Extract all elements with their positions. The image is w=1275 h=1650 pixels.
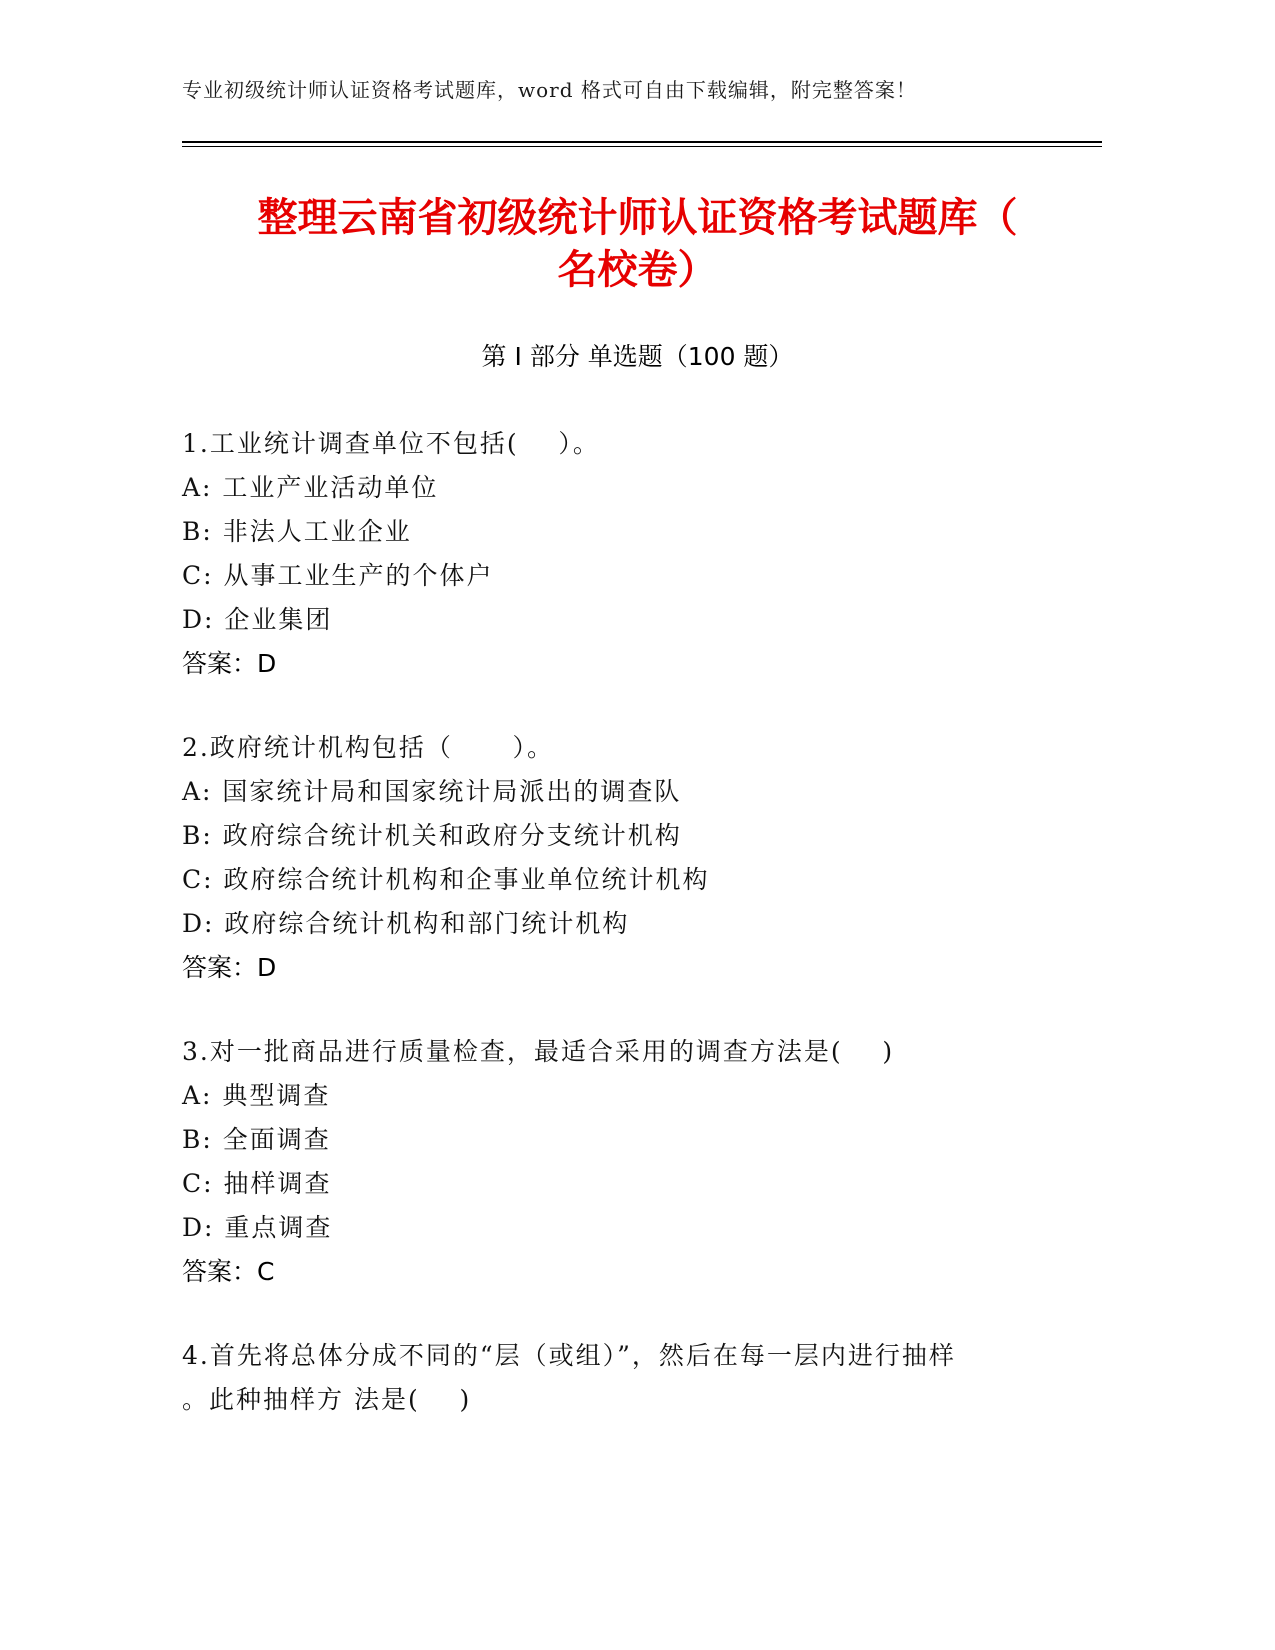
question-stem: 2.政府统计机构包括（ ）。	[182, 733, 555, 762]
option-c: C: 抽样调查	[182, 1169, 332, 1198]
header-rule-thin	[182, 146, 1102, 147]
option-d: D: 政府综合统计机构和部门统计机构	[182, 909, 630, 938]
option-b: B: 政府综合统计机关和政府分支统计机构	[182, 821, 682, 850]
option-a: A: 国家统计局和国家统计局派出的调查队	[182, 777, 682, 806]
option-d: D: 企业集团	[182, 605, 333, 634]
option-d: D: 重点调查	[182, 1213, 333, 1242]
option-b: B: 全面调查	[182, 1125, 331, 1154]
title-line-2: 名校卷）	[557, 247, 718, 293]
question-4	[182, 1334, 1062, 1422]
question-stem: 1.工业统计调查单位不包括( ）。	[182, 429, 600, 458]
option-a: A: 典型调查	[182, 1081, 331, 1110]
question-stem: 3.对一批商品进行质量检查，最适合采用的调查方法是( )	[182, 1037, 895, 1066]
option-c: C: 从事工业生产的个体户	[182, 561, 494, 590]
title-line-1: 整理云南省初级统计师认证资格考试题库（	[257, 195, 1018, 241]
answer: 答案：D	[182, 953, 277, 982]
answer: 答案：D	[182, 649, 277, 678]
document-title	[150, 192, 1125, 296]
header-note: 专业初级统计师认证资格考试题库，word 格式可自由下载编辑，附完整答案！	[182, 78, 917, 102]
question-list	[182, 422, 1062, 1462]
option-a: A: 工业产业活动单位	[182, 473, 439, 502]
question-3	[182, 1030, 1062, 1294]
option-c: C: 政府综合统计机构和企事业单位统计机构	[182, 865, 710, 894]
answer: 答案：C	[182, 1257, 275, 1286]
question-2	[182, 726, 1062, 990]
option-b: B: 非法人工业企业	[182, 517, 412, 546]
question-stem: 4.首先将总体分成不同的“层（或组）”，然后在每一层内进行抽样 。此种抽样方 法是( )	[182, 1341, 956, 1414]
section-title: 第 I 部分 单选题（100 题）	[481, 342, 794, 371]
header-rule	[182, 141, 1102, 143]
question-1	[182, 422, 1062, 686]
